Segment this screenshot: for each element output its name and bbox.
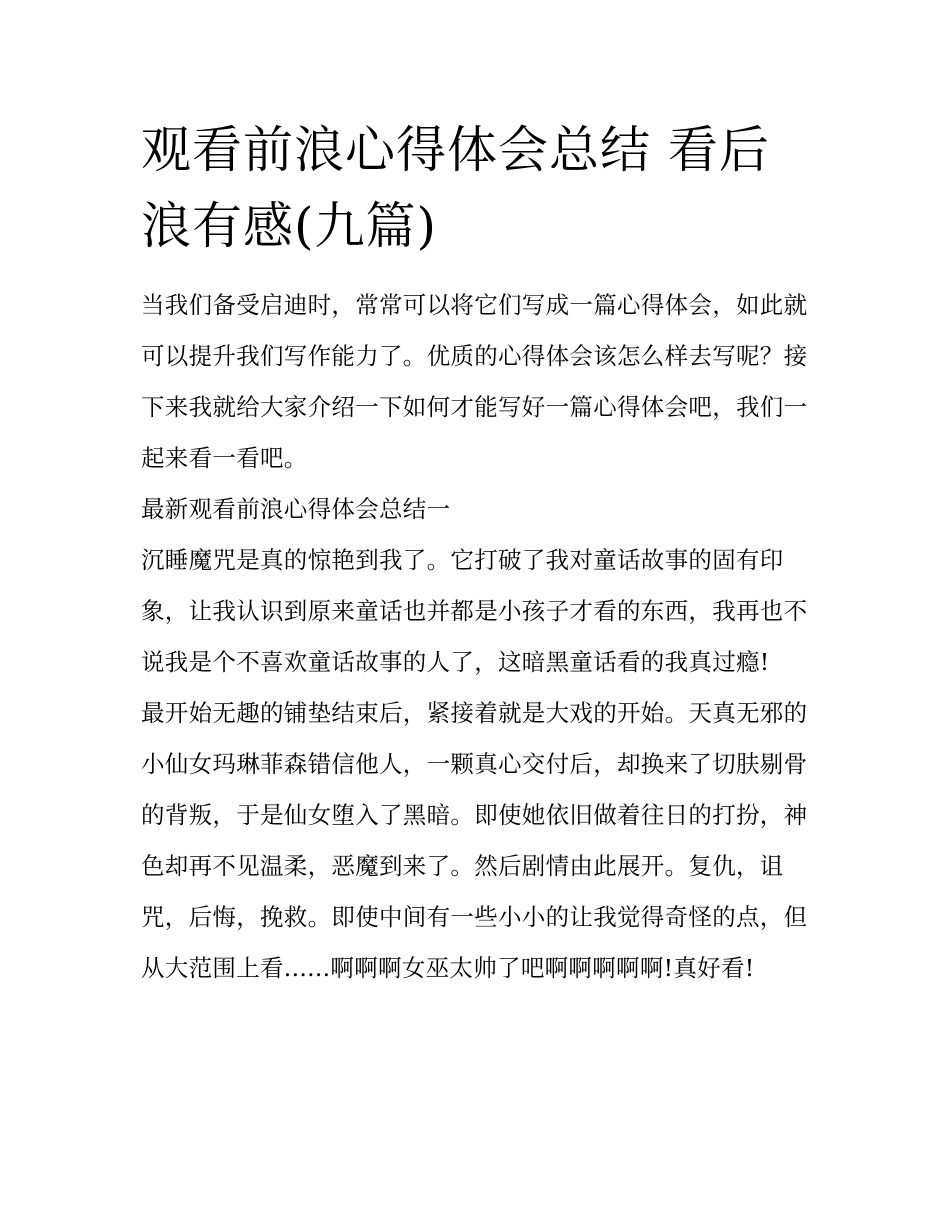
- intro-paragraph: 当我们备受启迪时，常常可以将它们写成一篇心得体会，如此就可以提升我们写作能力了。优质的心得体会该怎么样去写呢？接下来我就给大家介绍一下如何才能写好一篇心得体会吧，我们一起来看一看吧。: [141, 291, 808, 472]
- body-paragraph: 沉睡魔咒是真的惊艳到我了。它打破了我对童话故事的固有印象，让我认识到原来童话也并都是小孩子才看的东西，我再也不说我是个不喜欢童话故事的人了，这暗黑童话看的我真过瘾!: [141, 546, 808, 676]
- body-paragraph: 最开始无趣的铺垫结束后，紧接着就是大戏的开始。天真无邪的小仙女玛琳菲森错信他人，一颗真心交付后，却换来了切肤剔骨的背叛，于是仙女堕入了黑暗。即使她依旧做着往日的打扮，神色却再不见温柔，恶魔到来了。然后剧情由此展开。复仇，诅咒，后悔，挽救。即使中间有一些小小的让我觉得奇怪的点，但从大范围上看......啊啊啊女巫太帅了吧啊啊啊啊啊!真好看!: [141, 699, 808, 982]
- document-page: [141, 112, 813, 994]
- section-heading: 最新观看前浪心得体会总结一: [141, 495, 451, 523]
- document-body: [141, 280, 813, 994]
- document-title: 观看前浪心得体会总结 看后浪有感(九篇): [141, 121, 770, 255]
